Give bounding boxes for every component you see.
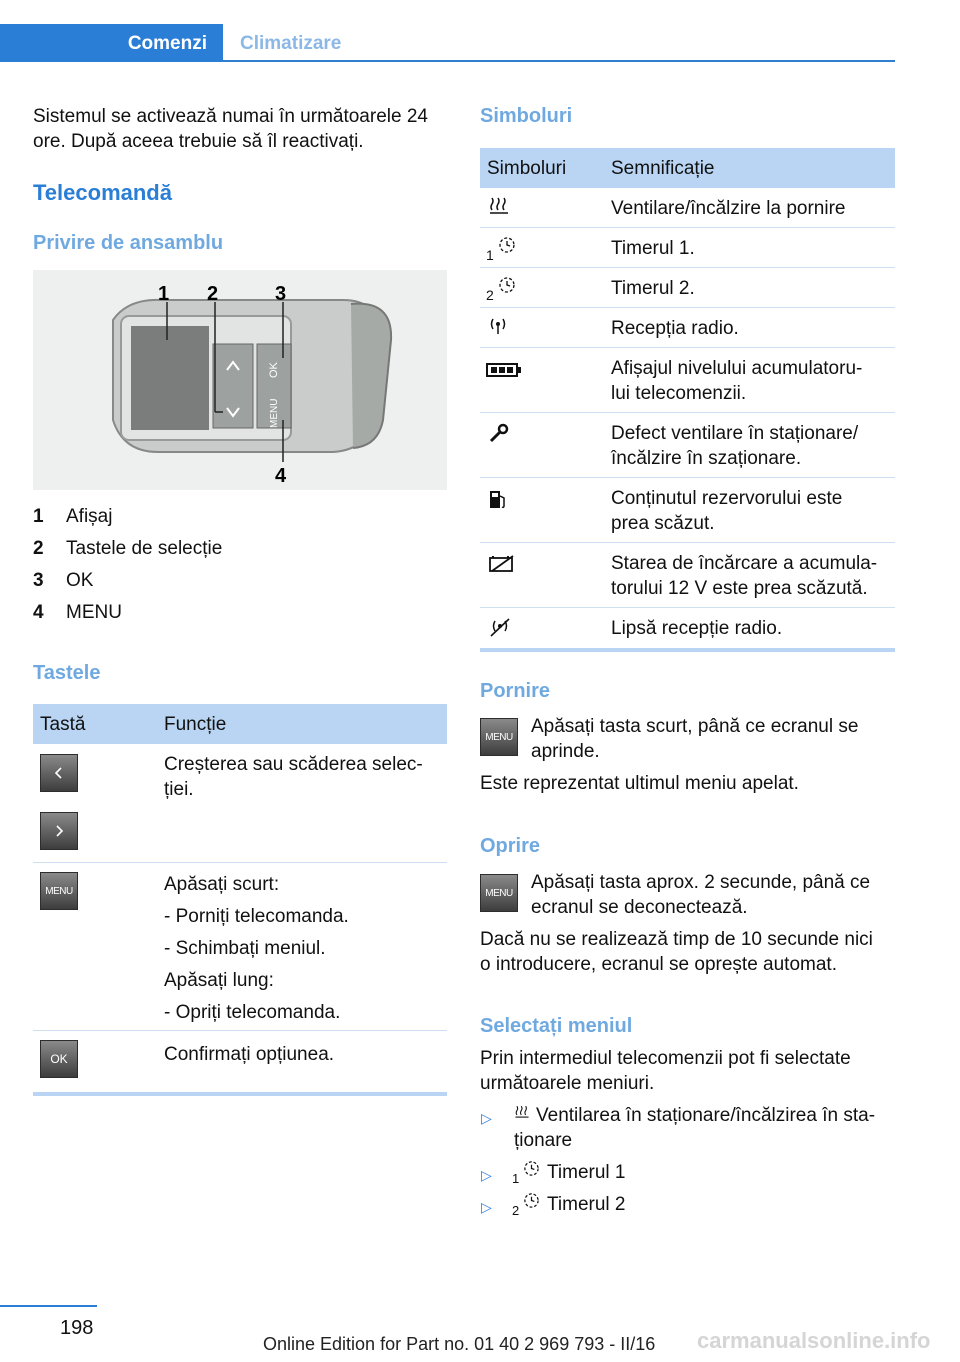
select-text: următoarele meniuri. [480, 1073, 655, 1094]
table-cell: - Opriți telecomanda. [164, 1002, 341, 1023]
table-cell: Timerul 2. [611, 278, 695, 299]
start-instruction: aprinde. [531, 741, 600, 762]
table-cell: - Schimbați meniul. [164, 938, 326, 959]
timer-2-icon: 2 [486, 276, 516, 302]
heading-tastele: Tastele [33, 662, 101, 684]
keys-table [33, 704, 447, 1098]
page-number-rule [0, 1305, 97, 1307]
start-note: Este reprezentat ultimul meniu apelat. [480, 773, 799, 794]
table-cell: Recepția radio. [611, 318, 739, 339]
table-cell: Ventilare/încălzire la pornire [611, 198, 846, 219]
table-cell: Defect ventilare în staționare/ [611, 423, 859, 444]
table-cell: Lipsă recepție radio. [611, 618, 783, 639]
col-header-tasta: Tastă [40, 714, 86, 735]
list-item: Tastele de selecție [66, 538, 223, 559]
table-cell: Apăsați lung: [164, 970, 274, 991]
symbols-table [480, 148, 895, 656]
table-cell: Apăsați scurt: [164, 874, 280, 895]
list-item: Timerul 1 [547, 1162, 626, 1183]
chevron-right-key-icon [40, 812, 78, 850]
callout-3: 3 [275, 283, 287, 305]
list-item: Timerul 2 [547, 1194, 626, 1215]
list-item: MENU [66, 602, 122, 623]
timer-1-icon: 1 [486, 236, 516, 262]
bullet-icon: ▷ [481, 1110, 492, 1126]
table-cell: Starea de încărcare a acumula- [611, 553, 878, 574]
page-number: 198 [60, 1317, 94, 1339]
heading-oprire: Oprire [480, 835, 541, 857]
table-cell: Confirmați opțiunea. [164, 1044, 335, 1065]
ok-key-icon [40, 1040, 78, 1078]
watermark: carmanualsonline.info [697, 1328, 931, 1353]
stop-note: o introducere, ecranul se oprește automat. [480, 954, 837, 975]
fuel-pump-icon [488, 488, 508, 517]
stop-note: Dacă nu se realizează timp de 10 secunde nici [480, 929, 873, 950]
heading-selectati-meniul: Selectați meniul [480, 1015, 633, 1037]
remote-illustration [33, 270, 447, 490]
list-item: ționare [514, 1130, 573, 1151]
ventilation-icon [488, 196, 510, 223]
list-item: Afișaj [66, 506, 113, 527]
intro-text: Sistemul se activează numai în următoarele 24 ore. După aceea trebuie să îl reactivați. [33, 106, 428, 152]
wrench-icon [488, 422, 510, 451]
battery-level-icon [486, 360, 522, 385]
table-header [480, 148, 895, 188]
heading-telecomanda: Telecomandă [33, 180, 172, 205]
stop-instruction: Apăsați tasta aprox. 2 secunde, până ce [531, 872, 871, 893]
table-cell: Afișajul nivelului acumulatoru- [611, 358, 863, 379]
callout-1: 1 [158, 283, 170, 305]
list-number: 1 [33, 506, 44, 527]
col-header-simboluri: Simboluri [487, 158, 567, 179]
col-header-functie: Funcție [164, 714, 227, 735]
heading-simboluri: Simboluri [480, 105, 573, 127]
ventilation-icon [514, 1103, 530, 1128]
table-header [33, 704, 447, 744]
table-cell: Creșterea sau scăderea selec-ției. [164, 754, 423, 800]
list-item: OK [66, 570, 94, 591]
list-number: 2 [33, 538, 44, 559]
bullet-icon: ▷ [481, 1167, 492, 1183]
select-text: Prin intermediul telecomenzii pot fi selectate [480, 1048, 851, 1069]
menu-key-icon [480, 718, 518, 756]
header-tabs [0, 24, 895, 62]
svg-text:MENU: MENU [269, 398, 280, 428]
tab-comenzi[interactable]: Comenzi [0, 24, 223, 62]
no-radio-signal-icon [488, 617, 512, 646]
timer-2-icon: 2 [512, 1192, 540, 1217]
edition-footer: Online Edition for Part no. 01 40 2 969 793 - II/16 [263, 1334, 656, 1354]
heading-privire: Privire de ansamblu [33, 232, 224, 254]
table-cell: încălzire în szaționare. [611, 448, 802, 469]
chevron-left-key-icon [40, 754, 78, 792]
timer-1-icon: 1 [512, 1160, 540, 1185]
start-instruction: Apăsați tasta scurt, până ce ecranul se [531, 716, 859, 737]
list-number: 3 [33, 570, 44, 591]
battery-warning-icon [488, 554, 516, 581]
table-cell: lui telecomenzii. [611, 383, 747, 404]
table-cell: Timerul 1. [611, 238, 695, 259]
bullet-icon: ▷ [481, 1199, 492, 1215]
callout-2: 2 [207, 283, 219, 305]
remote-key-drawing [33, 270, 447, 490]
table-cell: torului 12 V este prea scăzută. [611, 578, 868, 599]
callout-4: 4 [275, 465, 287, 487]
tab-climatizare[interactable]: Climatizare [240, 33, 342, 54]
list-item: Ventilarea în staționare/încălzirea în sta- [536, 1105, 876, 1126]
radio-signal-icon [488, 316, 508, 343]
table-cell: - Porniți telecomanda. [164, 906, 349, 927]
list-number: 4 [33, 602, 44, 623]
table-cell: Conținutul rezervorului este [611, 488, 843, 509]
menu-key-icon [40, 872, 78, 910]
col-header-semnificatie: Semnificație [611, 158, 715, 179]
heading-pornire: Pornire [480, 680, 551, 702]
menu-key-icon [480, 874, 518, 912]
table-cell: prea scăzut. [611, 513, 715, 534]
svg-text:OK: OK [268, 362, 280, 378]
stop-instruction: ecranul se deconectează. [531, 897, 748, 918]
